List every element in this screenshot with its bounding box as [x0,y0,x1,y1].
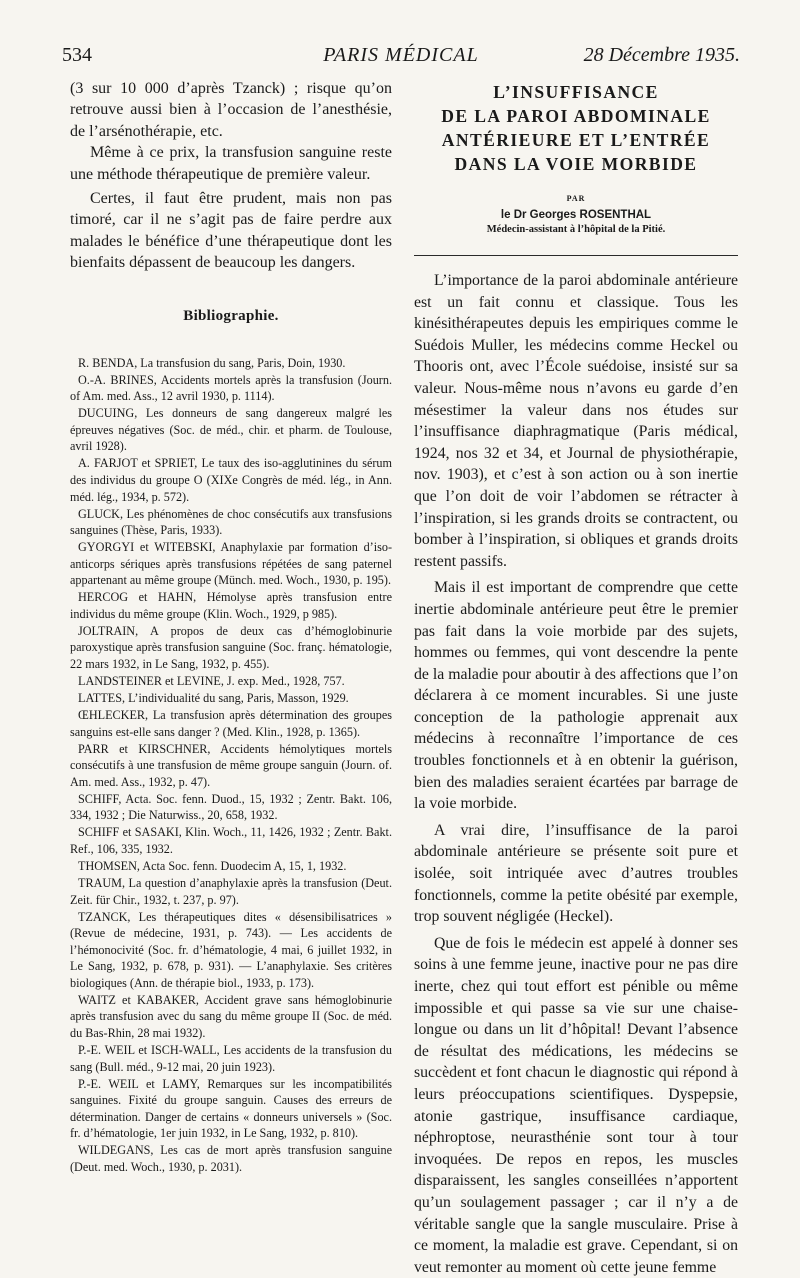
bibliography-entry: JOLTRAIN, A propos de deux cas d’hémoglobinurie paroxystique après transfusion sanguine (Soc. franç. hématologie, 22 mars 1932, in Le Sang, 1932, p. 455). [70,623,392,672]
paragraph-continued: (3 sur 10 000 d’après Tzanck) ; risque qu’on retrouve aussi bien à l’occasion de l’anesthésie, de l’arsénothérapie, etc. [70,80,392,140]
journal-title: PARIS MÉDICAL [323,44,479,66]
article-title [414,80,738,176]
bibliography-entry: DUCUING, Les donneurs de sang dangereux malgré les épreuves négatives (Soc. de méd., chir. et pharm. de Toulouse, avril 1928). [70,406,392,454]
bibliography-heading: Bibliographie. [183,307,279,324]
bibliography-entry: LANDSTEINER et LEVINE, J. exp. Med., 1928, 757. [78,674,345,689]
bibliography-list [70,355,392,1176]
page-number: 534 [62,44,92,66]
bibliography-entry: R. BENDA, La transfusion du sang, Paris, Doin, 1930. [78,355,346,370]
paragraph: Que de fois le médecin est appelé à donner ses soins à une femme jeune, inactive pour ne pas dire inerte, chez qui tout effort est pénible ou même impossible et qui passe sa vie sur une chaise-longue ou dans un lit d’hôpital! Devant l’absence de résultat des médications, les médecins se succèdent et font chacun le diagnostic qui répond à leurs préoccupations scientifiques. Dyspepsie, atonie gastrique, insuffisance cardiaque, néphroptose, neurasthénie sont tour à tour invoquées. De repos en repos, les muscles disparaissent, les sangles conseillées n’apportent qu’un soulagement passager ; car il n’y a de véritable sangle que la sangle musculaire. Prise à ce moment, la maladie est grave. Cependant, si on veut remonter au moment où cette jeune femme [414,934,738,1276]
bibliography-entry: SCHIFF, Acta. Soc. fenn. Duod., 15, 1932 ; Zentr. Bakt. 106, 334, 1932 ; Die Naturwiss., 20, 658, 1932. [70,791,392,823]
article-title-line: DANS LA VOIE MORBIDE [454,154,698,174]
article-title-line: ANTÉRIEURE ET L’ENTRÉE [441,130,711,150]
bibliography-entry: P.-E. WEIL et ISCH-WALL, Les accidents de la transfusion du sang (Bull. méd., 9-12 mai, 20 juin 1923). [70,1043,392,1074]
paragraph: L’importance de la paroi abdominale antérieure est un fait connu et classique. Tous les kinésithérapeutes depuis les empiriques comme le Suédois Muller, les médecins comme Heckel ou Thooris ont, avec l’École suédoise, insisté sur sa valeur. Nous-même nous n’avons eu garde d’en mésestimer la valeur dans nos études sur l’insuffisance diaphragmatique (Paris médical, 1924, nos 32 et 34, et Journal de physiothérapie, nov. 1903), et c’est à son action ou à son inertie que l’on doit de voir l’abdomen se rétracter à l’inspiration, si les grands droits se contractent, ou bomber à l’inspiration, si obliques et grands droits restent passifs. [414,272,738,570]
paragraph: Même à ce prix, la transfusion sanguine reste une méthode thérapeutique de première valeur. [70,144,392,183]
bibliography-entry: TRAUM, La question d’anaphylaxie après la transfusion (Deut. Zeit. für Chir., 1932, t. 237, p. 97). [70,875,392,907]
author-affiliation: Médecin-assistant à l’hôpital de la Pitié. [486,224,666,235]
bibliography-entry: PARR et KIRSCHNER, Accidents hémolytiques mortels consécutifs à une transfusion de même groupe sanguin (Journ. of. Am. med. Ass., 1932, p. 47). [70,741,392,789]
author-name: le Dr Georges ROSENTHAL [500,209,652,221]
left-column [70,78,392,1176]
bibliography-entry: P.-E. WEIL et LAMY, Remarques sur les incompatibilités sanguines. Fixité du groupe sanguin. Causes des erreurs de détermination. Danger de certains « donneurs universels » (Soc. fr. d’hématologie, 1er juin 1932, in Le Sang, 1932, p. 810). [70,1076,392,1141]
bibliography-entry: THOMSEN, Acta Soc. fenn. Duodecim A, 15, 1, 1932. [78,858,347,873]
bibliography-entry: ŒHLECKER, La transfusion après détermination des groupes sanguins est-elle sans danger ? (Med. Klin., 1928, p. 1365). [70,708,392,739]
bibliography-entry: WAITZ et KABAKER, Accident grave sans hémoglobinurie après transfusion avec du sang du même groupe II (Soc. de méd. du Bas-Rhin, 28 mai 1932). [70,992,392,1041]
bibliography-entry: LATTES, L’individualité du sang, Paris, Masson, 1929. [78,691,349,706]
bibliography-entry: A. FARJOT et SPRIET, Le taux des iso-agglutinines du sérum des individus du groupe O (XIXe Congrès de méd. lég., in Ann. méd. lég., 1934, p. 572). [70,456,392,504]
title-divider [414,255,738,256]
byline-par: PAR [566,194,586,203]
bibliography-entry: WILDEGANS, Les cas de mort après transfusion sanguine (Deut. med. Woch., 1930, p. 2031). [70,1143,392,1174]
paragraph: A vrai dire, l’insuffisance de la paroi abdominale antérieure se présente soit pure et isolée, soit intriquée avec d’autres troubles fonctionnels, comme la petite obésité par exemple, trop souvent négligée (Heckel). [414,821,738,926]
bibliography-entry: TZANCK, Les thérapeutiques dites « désensibilisatrices » (Revue de médecine, 1931, p. 743). — Les accidents de l’hémonocivité (Soc. fr. d’hématologie, 4 mai, 6 juillet 1932, in Le Sang, 1932, p. 678, p. 931). — L’anaphylaxie. Ses critères biologiques (Ann. de thérapie biol., 1933, p. 173). [70,909,392,990]
paragraph: Certes, il faut être prudent, mais non pas timoré, car il ne s’agit pas de faire perdre aux malades le bénéfice d’une thérapeutique dont les bienfaits dépassent de beaucoup les dangers. [70,190,392,272]
issue-date: 28 Décembre 1935. [583,44,740,66]
bibliography-entry: O.-A. BRINES, Accidents mortels après la transfusion (Journ. of Am. med. Ass., 12 avril 1930, p. 1114). [70,372,392,404]
bibliography-entry: SCHIFF et SASAKI, Klin. Woch., 11, 1426, 1932 ; Zentr. Bakt. Ref., 106, 335, 1932. [70,825,392,856]
bibliography-entry: GLUCK, Les phénomènes de choc consécutifs aux transfusions sanguines (Thèse, Paris, 1933). [70,506,392,538]
page-header [62,44,740,70]
bibliography-entry: HERCOG et HAHN, Hémolyse après transfusion entre individus du même groupe (Klin. Woch., 1929, p 985). [70,590,392,621]
bibliography-entry: GYORGYI et WITEBSKI, Anaphylaxie par formation d’iso-anticorps sériques après transfusions répétées de sang paternel appartenant au même groupe (Münch. med. Woch., 1930, p. 195). [70,540,392,588]
article-title-line: L’INSUFFISANCE [493,82,659,102]
paragraph: Mais il est important de comprendre que cette inertie abdominale antérieure peut être le premier pas fait dans la voie morbide par des sujets, hommes ou femmes, qui vont descendre la pente de la maladie pour aboutir à des affections que l’on déclarera à ce moment incurables. Si une juste conception de la pathologie apprenait aux médecins à reconnaître l’importance de ces troubles fonctionnels et à en obtenir la guérison, bien des maladies seraient écartées par barrage de la voie morbide. [414,579,738,813]
right-column [414,78,738,1278]
article-title-line: DE LA PAROI ABDOMINALE [441,106,711,126]
